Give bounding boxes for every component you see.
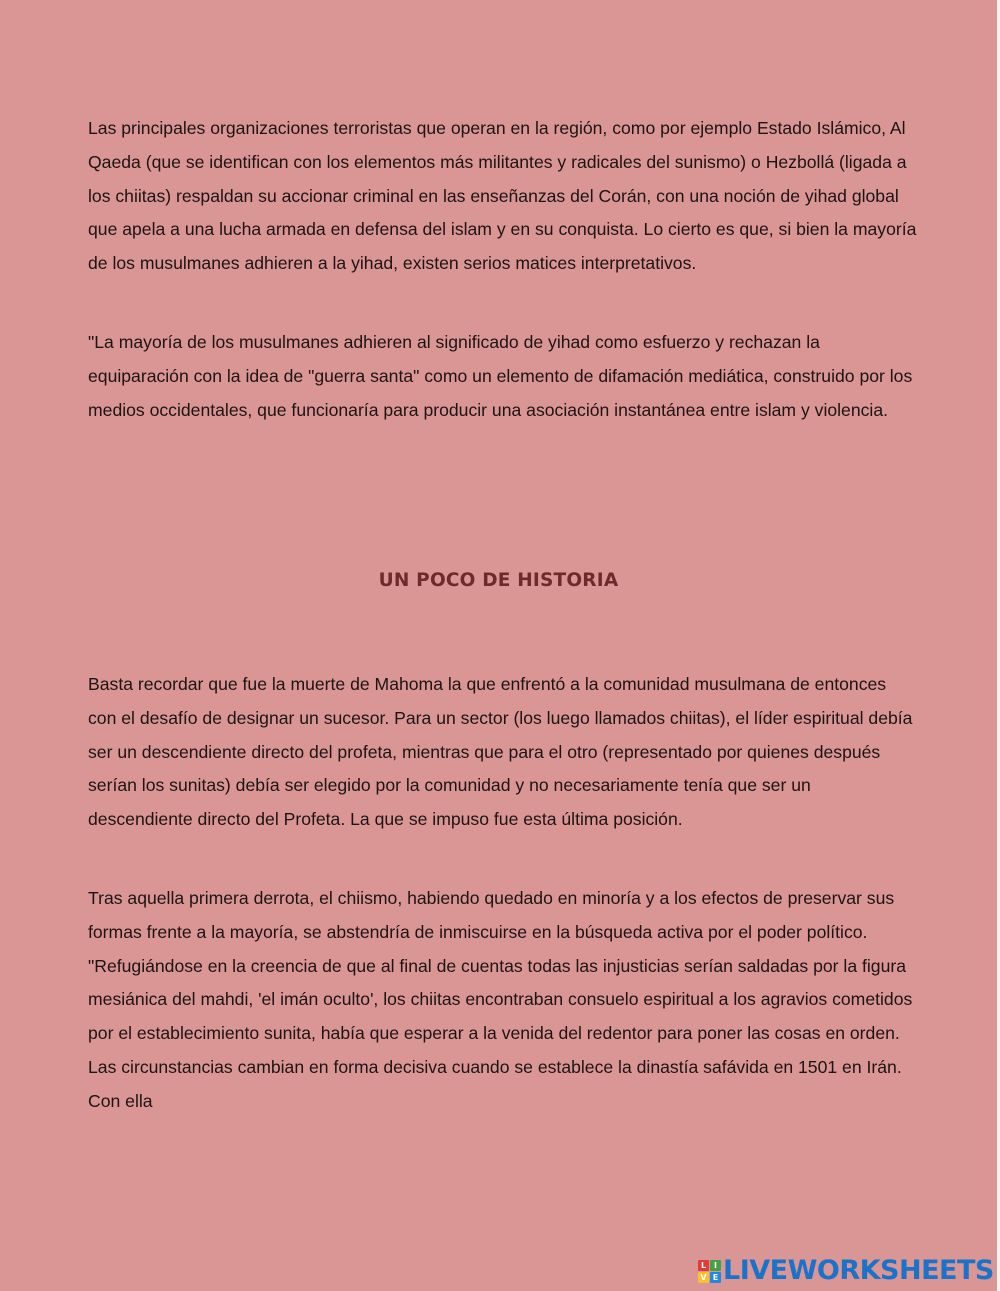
logo-letter-i: I [710,1260,721,1271]
logo-letter-v: V [698,1272,709,1283]
logo-letter-e: E [710,1272,721,1283]
paragraph-chiismo-history: Tras aquella primera derrota, el chiismo, habiendo quedado en minoría y a los efectos de preservar sus formas frente a la mayoría, se abstendría de inmiscuirse en la búsqueda activa por el poder político. "Refugiándose en la creencia de que al final de cuentas todas las injusticias serían saldadas por la figura mesiánica del mahdi, 'el imán oculto', los chiitas encontraban consuelo espiritual a los agravios cometidos por el establecimiento sunita, había que esperar a la venida del redentor para poner las cosas en orden. Las circunstancias cambian en forma decisiva cuando se establece la dinastía safávida en 1501 en Irán. Con ella [88,888,913,1111]
liveworksheets-brand[interactable] [698,1256,994,1286]
paragraph-terrorist-organizations: Las principales organizaciones terroristas que operan en la región, como por ejemplo Estado Islámico, Al Qaeda (que se identifican con los elementos más militantes y radicales del sunismo) o Hezbollá (ligada a los chiitas) respaldan su accionar criminal en las enseñanzas del Corán, con una noción de yihad global que apela a una lucha armada en defensa del islam y en su conquista. Lo cierto es que, si bien la mayoría de los musulmanes adhieren a la yihad, existen serios matices interpretativos. [88,118,917,274]
logo-letter-l: L [698,1260,709,1271]
section-heading: UN POCO DE HISTORIA [378,570,619,591]
liveworksheets-logo-icon [698,1260,721,1283]
paragraph-yihad-meaning: "La mayoría de los musulmanes adhieren al significado de yihad como esfuerzo y rechazan la equiparación con la idea de "guerra santa" como un elemento de difamación mediática, construido por los medios occidentales, que funcionaría para producir una asociación instantánea entre islam y violencia. [88,332,913,420]
brand-name: LIVEWORKSHEETS [723,1255,994,1286]
paragraph-succession: Basta recordar que fue la muerte de Mahoma la que enfrentó a la comunidad musulmana de entonces con el desafío de designar un sucesor. Para un sector (los luego llamados chiitas), el líder espiritual debía ser un descendiente directo del profeta, mientras que para el otro (representado por quienes después serían los sunitas) debía ser elegido por la comunidad y no necesariamente tenía que ser un descendiente directo del Profeta. La que se impuso fue esta última posición. [88,674,913,830]
